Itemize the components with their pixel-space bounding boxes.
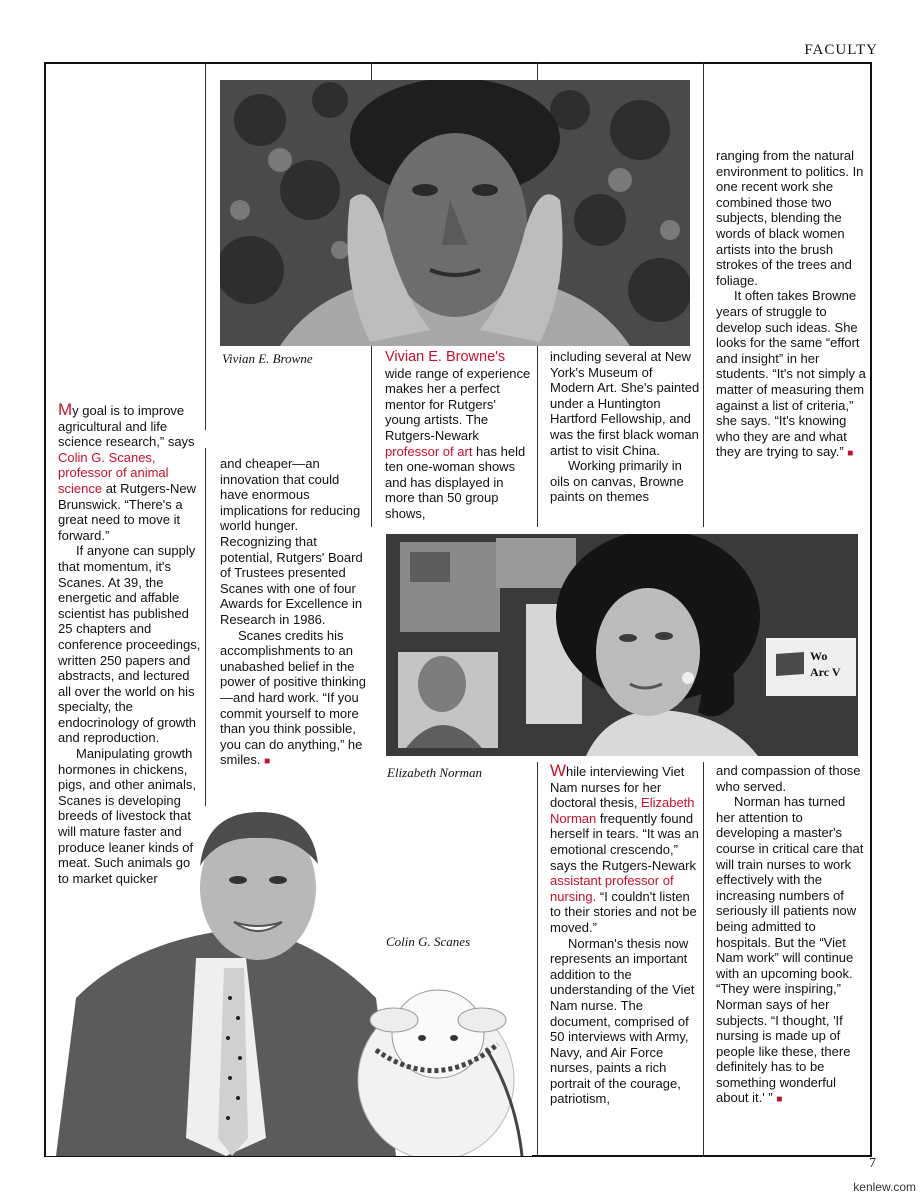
scanes-paragraph: If anyone can supply that momentum, it's Scanes. At 39, the energetic and affable scientist has published 25 chapters and conference proceedings, written 250 papers and abstracts, and lectured all over the world on his specialty, the endocrinology of growth and reproduction.	[58, 543, 201, 746]
faculty-title: assistant professor of nursing.	[550, 873, 674, 904]
faculty-title: professor of animal science	[58, 465, 169, 496]
browne-paragraph: ranging from the natural environment to politics. In one recent work she combined those two subjects, blending the words of black women artists into the brush strokes of the trees and foliage.	[716, 148, 864, 288]
browne-paragraph: Vivian E. Browne's wide range of experience makes her a perfect mentor for Rutgers' young artists. The Rutgers-Newark professor of art has held ten one-woman shows and has displayed in more than 50 group shows,	[385, 349, 531, 521]
drop-cap: M	[58, 400, 73, 419]
browne-photo	[220, 80, 690, 346]
column-rule	[205, 63, 206, 430]
norman-paragraph: and compassion of those who served.	[716, 763, 861, 794]
scanes-paragraph: My goal is to improve agricultural and life science research,” says Colin G. Scanes, professor of animal science at Rutgers-New Brunswick. “There's a great need to move it forward.”	[58, 400, 196, 543]
watermark: kenlew.com	[853, 1180, 916, 1194]
norman-paragraph: Norman's thesis now represents an important addition to the understanding of the Viet Nam nurse. The document, comprised of 50 interviews with Army, Navy, and Air Force nurses, paints a rich portrait of the courage, patriotism,	[550, 935, 695, 1107]
scanes-col-1	[58, 402, 204, 886]
faculty-name: Colin G. Scanes,	[58, 449, 156, 465]
browne-paragraph: It often takes Browne years of struggle to develop such ideas. She looks for the same “effort and insight” in her students. “It's not simply a matter of measuring them against a list of criteria,” she says. “It's knowing who they are and what they are trying to say.” ■	[716, 288, 866, 460]
scanes-paragraph: and cheaper—an innovation that could have enormous implications for reducing world hunger. Recognizing that potential, Rutgers' Board of Trustees presented Scanes with one of four Awards for Excellence in Research in 1986.	[220, 456, 363, 627]
section-label: FACULTY	[804, 42, 878, 58]
sign-text-1: Wo	[810, 649, 828, 663]
browne-col-3	[385, 349, 533, 522]
norman-paragraph: Norman has turned her attention to developing a master's course in critical care that will train nurses to work effectively with the increasing numbers of seriously ill patients now being admitted to hospitals. But the “Viet Nam work” will continue with an upcoming book. “They were inspiring,” Norman says of her subjects. “I thought, 'If nursing is made up of people like these, there definitely has to be something wonderful about it.' ” ■	[716, 794, 864, 1106]
norman-photo	[386, 534, 858, 756]
faculty-name: Elizabeth Norman	[550, 795, 695, 826]
norman-paragraph: While interviewing Viet Nam nurses for her doctoral thesis, Elizabeth Norman frequently found herself in tears. “It was an emotional crescendo,” says the Rutgers-Newark assistant professor of nursing. “I couldn't listen to their stories and not be moved.”	[550, 761, 699, 935]
norman-col-4	[550, 763, 700, 1107]
norman-caption: Elizabeth Norman	[387, 765, 482, 780]
end-mark: ■	[264, 756, 271, 768]
column-rule	[205, 448, 206, 806]
browne-col-5	[716, 148, 866, 462]
end-mark: ■	[847, 448, 854, 460]
norman-col-5	[716, 763, 866, 1108]
faculty-name: Vivian E. Browne's	[385, 349, 506, 365]
browne-col-4	[550, 349, 700, 505]
browne-caption: Vivian E. Browne	[222, 351, 313, 366]
column-rule	[703, 762, 704, 1155]
scanes-col-2	[220, 456, 368, 770]
column-rule	[703, 63, 704, 527]
drop-cap: W	[550, 761, 567, 780]
end-mark: ■	[776, 1094, 783, 1106]
scanes-caption: Colin G. Scanes	[386, 934, 471, 949]
column-rule	[537, 762, 538, 1155]
scanes-paragraph: Scanes credits his accomplishments to an unabashed belief in the power of positive thinking—and hard work. “If you commit yourself to more than you think possible, you can do anything,” he smiles. ■	[220, 627, 366, 768]
scanes-paragraph: Manipulating growth hormones in chickens, pigs, and other animals, Scanes is developing breeds of livestock that will mature faster and produce leaner kinds of meat. Such animals go to market quicker	[58, 746, 197, 886]
page-number: 7	[869, 1156, 876, 1171]
sign-text-2: Arc V	[810, 665, 841, 679]
browne-paragraph: including several at New York's Museum of Modern Art. She's painted under a Huntington Hartford Fellowship, and was the first black woman artist to visit China.	[550, 349, 700, 458]
browne-paragraph: Working primarily in oils on canvas, Browne paints on themes	[550, 458, 684, 505]
faculty-title: professor of art	[385, 443, 473, 459]
